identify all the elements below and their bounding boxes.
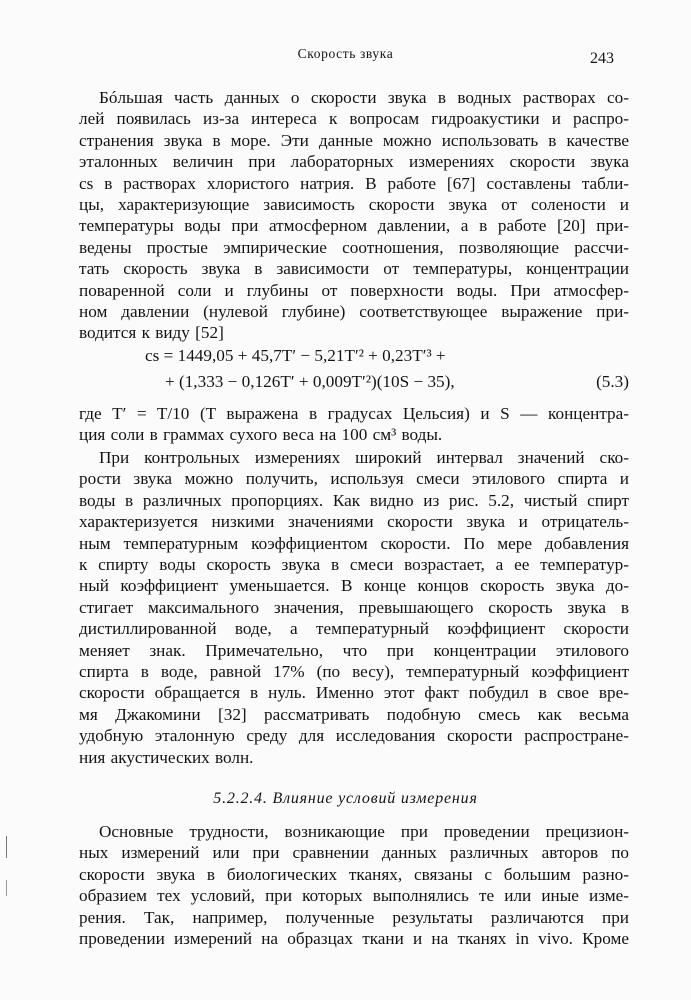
paragraph-4 xyxy=(79,821,629,949)
text-line: дистиллированной воде, а температурный коэффициент скорости xyxy=(79,619,629,639)
text-line: лей появилась из-за интереса к вопросам гидроакустики и распро- xyxy=(79,109,629,129)
text-line: воды в различных пропорциях. Как видно из рис. 5.2, чистый спирт xyxy=(79,490,629,510)
equation-line-1: cs = 1449,05 + 45,7T′ − 5,21T′² + 0,23T′³ + xyxy=(145,346,446,365)
text-line: меняет знак. Примечательно, что при концентрации этилового xyxy=(79,640,629,660)
text-line: рости звука можно получить, используя смеси этилового спирта и xyxy=(79,469,629,489)
text-line: странения звука в море. Эти данные можно использовать в качестве xyxy=(79,130,629,150)
equation-number: (5.3) xyxy=(596,372,629,391)
text-line: водится к виду [52] xyxy=(79,323,224,343)
text-line: ным температурным коэффициентом скорости. По мере добавления xyxy=(79,533,629,553)
text-line: тать скорость звука в зависимости от температуры, концентрации xyxy=(79,259,629,279)
text-line: характеризуется низкими значениями скорости звука и отрицатель- xyxy=(79,512,629,532)
text-line: спирта в воде, равной 17% (по весу), температурный коэффициент xyxy=(79,662,629,682)
text-line: стигает максимального значения, превышающего скорость звука в xyxy=(79,597,629,617)
text-line: cs в растворах хлористого натрия. В работе [67] составлены табли- xyxy=(79,173,629,193)
equation-line-2: + (1,333 − 0,126T′ + 0,009T′²)(10S − 35), xyxy=(165,372,455,391)
text-line: ный коэффициент уменьшается. В конце концов скорость звука до- xyxy=(79,576,629,596)
page-number: 243 xyxy=(590,50,614,67)
running-title: Скорость звука xyxy=(297,46,394,61)
text-line: ния акустических волн. xyxy=(79,747,254,767)
paragraph-3 xyxy=(79,447,629,768)
text-line: удобную эталонную среду для исследования скорости распростране- xyxy=(79,726,629,746)
text-line: ведены простые эмпирические соотношения, позволяющие рассчи- xyxy=(79,237,629,257)
text-line: Бóльшая часть данных о скорости звука в водных растворах со- xyxy=(99,88,629,107)
text-line: скорости звука в биологических тканях, связаны с большим разно- xyxy=(79,864,629,884)
text-line: рения. Так, например, полученные результаты различаются при xyxy=(79,907,629,927)
text-line: где T′ = T/10 (T выражена в градусах Цельсия) и S — концентра- xyxy=(79,404,629,423)
text-line: мя Джакомини [32] рассматривать подобную смесь как весьма xyxy=(79,704,629,724)
text-line: проведении измерений на образцах ткани и на тканях in vivo. Кроме xyxy=(79,929,629,949)
text-line: поваренной соли и глубины от поверхности воды. При атмосфер- xyxy=(79,280,629,300)
section-heading: 5.2.2.4. Влияние условий измерения xyxy=(213,790,478,807)
text-line: ция соли в граммах сухого веса на 100 см³ воды. xyxy=(79,425,443,445)
text-line: цы, характеризующие зависимость скорости звука от солености и xyxy=(79,195,629,215)
margin-mark xyxy=(6,880,7,896)
text-line: образием тех условий, при которых выполнялись те или иные изме- xyxy=(79,886,629,906)
text-line: эталонных величин при лабораторных измерениях скорости звука xyxy=(79,152,629,172)
margin-mark xyxy=(6,836,7,858)
text-line: к спирту воды скорость звука в смеси возрастает, а ее температур- xyxy=(79,555,629,575)
text-line: скорости обращается в нуль. Именно этот факт побудил в свое вре- xyxy=(79,683,629,703)
text-line: При контрольных измерениях широкий интервал значений ско- xyxy=(99,448,629,467)
text-line: ном давлении (нулевой глубине) соответствующее выражение при- xyxy=(79,302,629,322)
text-line: ных измерений или при сравнении данных различных авторов по xyxy=(79,843,629,863)
paragraph-2 xyxy=(79,403,629,446)
paragraph-1 xyxy=(79,87,629,344)
text-line: Основные трудности, возникающие при проведении прецизион- xyxy=(99,822,629,841)
text-line: температуры воды при атмосферном давлении, а в работе [20] при- xyxy=(79,216,629,236)
